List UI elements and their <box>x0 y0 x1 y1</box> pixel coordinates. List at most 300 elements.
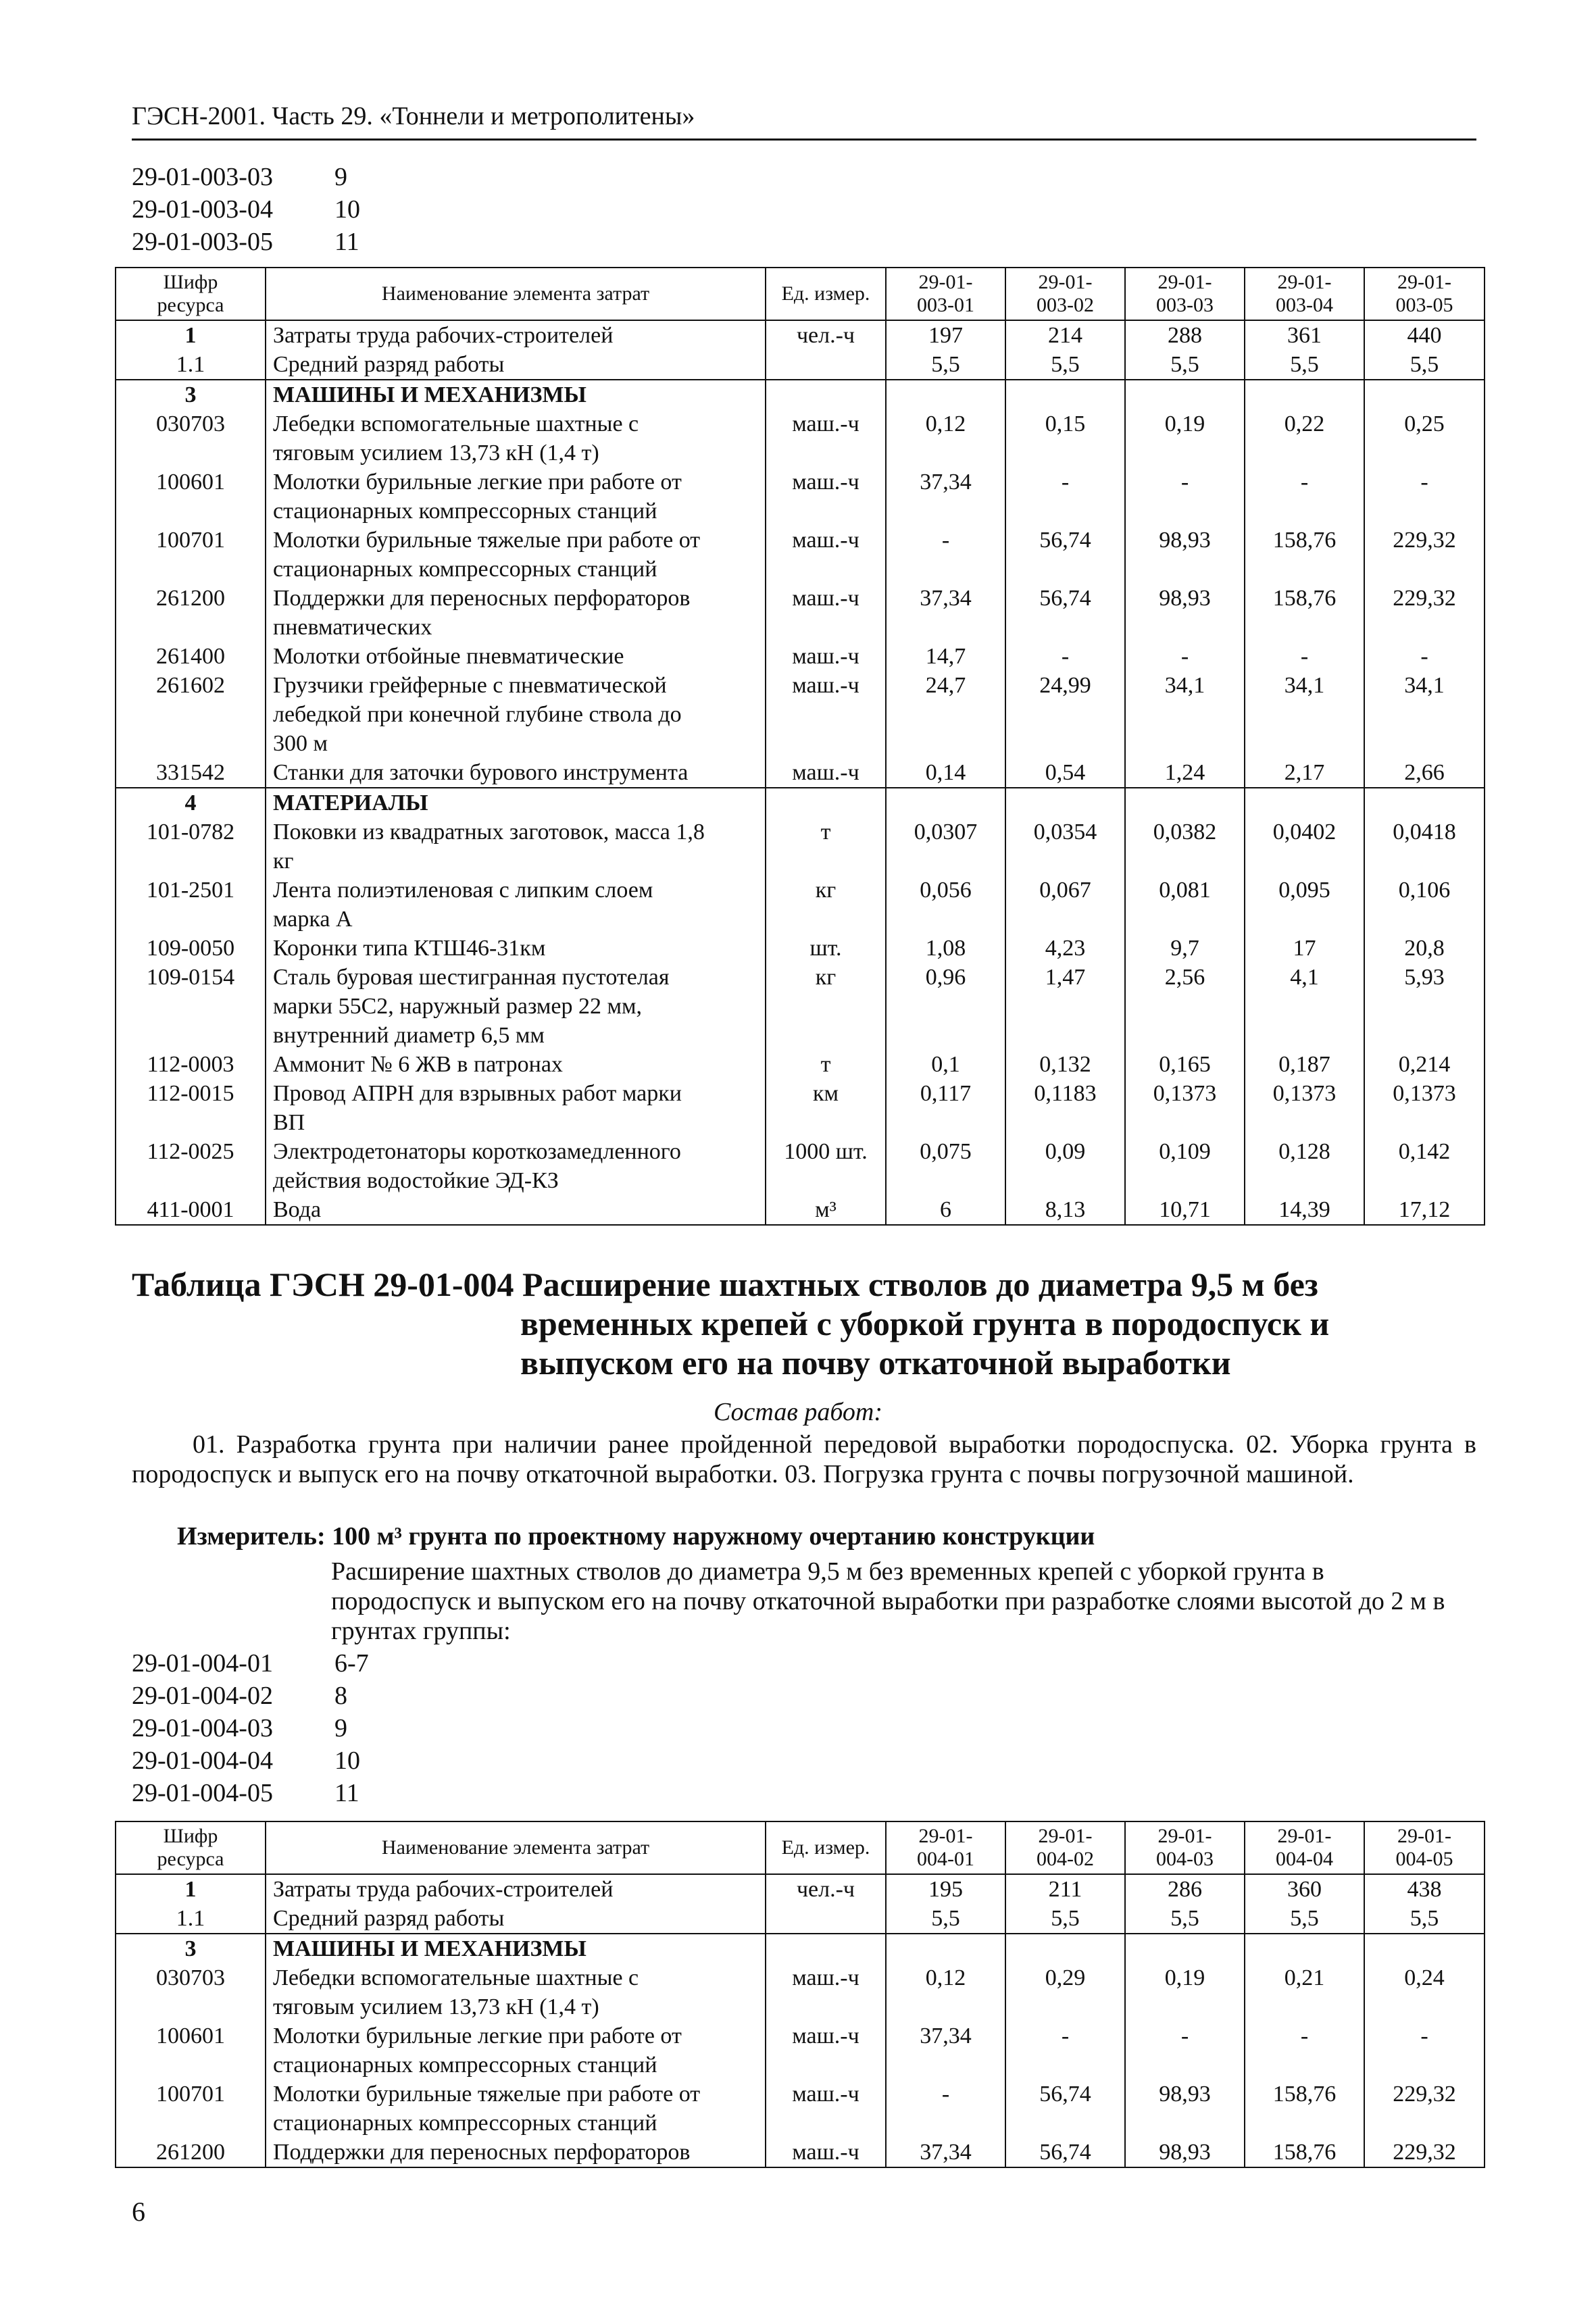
header-col-line-2: 004-05 <box>1395 1848 1453 1870</box>
resource-name-line-2: тяговым усилием 13,73 кН (1,4 т) <box>273 441 599 466</box>
norm-value <box>1005 380 1125 409</box>
resource-unit: м³ <box>766 1195 886 1225</box>
resource-name <box>266 584 766 642</box>
resource-code: 261200 <box>116 584 266 642</box>
norm-value: 5,5 <box>886 350 1005 380</box>
norm-value: 2,66 <box>1364 758 1485 788</box>
header-col-line-1: 29-01- <box>918 271 973 293</box>
norm-value: 361 <box>1245 320 1364 350</box>
header-norm-col <box>1364 268 1485 320</box>
composition-label: Состав работ: <box>713 1398 883 1426</box>
code-row <box>132 161 360 193</box>
norm-value: 0,081 <box>1125 876 1245 934</box>
norm-value: 0,095 <box>1245 876 1364 934</box>
norm-value: - <box>1364 642 1485 671</box>
resource-name-line-1: Поддержки для переносных перфораторов <box>273 586 691 611</box>
composition-text: 01. Разработка грунта при наличии ранее пройденной передовой выработки породоспуска. 02. Уборка грунта в породоспуск и выпуск его на почву откаточной выработки. 03. Погрузка грунта с почвы погрузочной машиной. <box>132 1430 1476 1488</box>
norm-value: 0,15 <box>1005 409 1125 468</box>
norm-value: 34,1 <box>1364 671 1485 758</box>
header-norm-col <box>886 1821 1005 1874</box>
table-row <box>116 1934 1485 1963</box>
header-col-line-1: 29-01- <box>1277 1825 1332 1847</box>
resource-code: 261200 <box>116 2138 266 2167</box>
table-row <box>116 642 1485 671</box>
norm-value: 37,34 <box>886 584 1005 642</box>
table-row <box>116 1050 1485 1079</box>
resource-name <box>266 876 766 934</box>
norm-value: 10,71 <box>1125 1195 1245 1225</box>
table-title-line-3: выпуском его на почву откаточной выработки <box>520 1344 1231 1382</box>
resource-code: 3 <box>116 380 266 409</box>
norm-value: - <box>1364 2021 1485 2080</box>
resource-name-line-2: тяговым усилием 13,73 кН (1,4 т) <box>273 1994 599 2019</box>
resource-code: 1 <box>116 1874 266 1904</box>
resource-name <box>266 1963 766 2021</box>
norm-value: 229,32 <box>1364 584 1485 642</box>
norm-value: 0,132 <box>1005 1050 1125 1079</box>
resource-name <box>266 642 766 671</box>
resource-name <box>266 1050 766 1079</box>
resource-code: 4 <box>116 788 266 818</box>
resource-name <box>266 1874 766 1904</box>
table-title-line-1: Таблица ГЭСН 29-01-004 Расширение шахтных стволов до диаметра 9,5 м без <box>132 1265 1318 1303</box>
norm-code: 29-01-004-01 <box>132 1649 273 1678</box>
resource-unit: маш.-ч <box>766 2021 886 2080</box>
table-row <box>116 584 1485 642</box>
resource-name-line-2: кг <box>273 849 294 874</box>
norm-value: 5,5 <box>1125 350 1245 380</box>
resource-name-line-1: Молотки бурильные легкие при работе от <box>273 2023 682 2048</box>
header-code-line-1: Шифр <box>163 1825 218 1847</box>
norm-value: 0,117 <box>886 1079 1005 1137</box>
resource-name <box>266 1195 766 1225</box>
norm-value: 37,34 <box>886 468 1005 526</box>
resource-unit <box>766 1904 886 1934</box>
resource-name-line-3: 300 м <box>273 731 328 756</box>
resource-unit: маш.-ч <box>766 2080 886 2138</box>
resource-name-line-1: Лебедки вспомогательные шахтные с <box>273 411 639 436</box>
resource-name-line-2: пневматических <box>273 615 432 640</box>
norm-value: 4,1 <box>1245 963 1364 1050</box>
resource-name-line-2: марки 55С2, наружный размер 22 мм, <box>273 994 643 1019</box>
resource-code: 112-0015 <box>116 1079 266 1137</box>
norm-value: 158,76 <box>1245 2080 1364 2138</box>
header-col-line-2: 003-05 <box>1395 294 1453 316</box>
resource-code: 100701 <box>116 2080 266 2138</box>
resource-name-line-2: стационарных компрессорных станций <box>273 557 657 582</box>
header-norm-col <box>1245 1821 1364 1874</box>
norm-value: 9,7 <box>1125 934 1245 963</box>
norm-value: 0,96 <box>886 963 1005 1050</box>
resource-unit <box>766 380 886 409</box>
norm-value <box>1125 788 1245 818</box>
norm-value: 229,32 <box>1364 2138 1485 2167</box>
norm-value: 37,34 <box>886 2138 1005 2167</box>
norm-code: 29-01-004-05 <box>132 1779 273 1807</box>
norm-value: 211 <box>1005 1874 1125 1904</box>
norm-value: 0,12 <box>886 409 1005 468</box>
header-col-line-1: 29-01- <box>918 1825 973 1847</box>
table-row <box>116 963 1485 1050</box>
resource-code: 101-0782 <box>116 818 266 876</box>
resource-name <box>266 1137 766 1195</box>
norm-value: 440 <box>1364 320 1485 350</box>
norm-value: 158,76 <box>1245 2138 1364 2167</box>
norm-code: 29-01-004-02 <box>132 1682 273 1710</box>
norm-value: 5,5 <box>1245 350 1364 380</box>
norm-value: 214 <box>1005 320 1125 350</box>
norm-value: 288 <box>1125 320 1245 350</box>
norm-code: 29-01-004-04 <box>132 1746 273 1775</box>
table-header-row <box>116 1821 1485 1874</box>
norm-value: 4,23 <box>1005 934 1125 963</box>
norm-value: - <box>1005 642 1125 671</box>
resource-name <box>266 758 766 788</box>
code-list-top <box>132 161 360 258</box>
table-row <box>116 876 1485 934</box>
header-col-line-1: 29-01- <box>1157 271 1212 293</box>
header-col-line-1: 29-01- <box>1397 271 1451 293</box>
table-row <box>116 1079 1485 1137</box>
norm-value: 438 <box>1364 1874 1485 1904</box>
soil-group: 8 <box>334 1682 347 1710</box>
norm-value: 229,32 <box>1364 2080 1485 2138</box>
resource-code: 1.1 <box>116 1904 266 1934</box>
resource-name <box>266 934 766 963</box>
header-norm-col <box>1245 268 1364 320</box>
resource-unit: маш.-ч <box>766 671 886 758</box>
table-row <box>116 526 1485 584</box>
norm-value: 98,93 <box>1125 584 1245 642</box>
resource-name <box>266 320 766 350</box>
resource-table-2 <box>115 1821 1485 2168</box>
resource-name-line-1: Поковки из квадратных заготовок, масса 1,8 <box>273 820 705 845</box>
resource-unit: кг <box>766 876 886 934</box>
norm-value: 5,5 <box>1125 1904 1245 1934</box>
resource-code: 112-0003 <box>116 1050 266 1079</box>
norm-value: - <box>1125 468 1245 526</box>
header-unit: Ед. измер. <box>766 268 886 320</box>
norm-value <box>1364 380 1485 409</box>
table-header-row <box>116 268 1485 320</box>
norm-value: 1,47 <box>1005 963 1125 1050</box>
header-col-line-2: 003-03 <box>1156 294 1214 316</box>
resource-name-line-1: Молотки бурильные легкие при работе от <box>273 470 682 495</box>
norm-value: 0,25 <box>1364 409 1485 468</box>
norm-value: 0,22 <box>1245 409 1364 468</box>
table-row <box>116 409 1485 468</box>
resource-name <box>266 788 766 818</box>
resource-unit: км <box>766 1079 886 1137</box>
norm-value: 0,128 <box>1245 1137 1364 1195</box>
header-col-line-2: 004-04 <box>1276 1848 1333 1870</box>
table-row <box>116 320 1485 350</box>
norm-code: 29-01-003-03 <box>132 163 273 191</box>
norm-value <box>886 380 1005 409</box>
resource-unit: 1000 шт. <box>766 1137 886 1195</box>
soil-group: 9 <box>334 1714 347 1742</box>
table-row <box>116 1963 1485 2021</box>
norm-value: 56,74 <box>1005 2080 1125 2138</box>
header-code-line-1: Шифр <box>163 271 218 293</box>
table-row <box>116 1904 1485 1934</box>
resource-name-line-1: Средний разряд работы <box>273 352 505 377</box>
resource-name-line-3: внутренний диаметр 6,5 мм <box>273 1023 545 1048</box>
resource-name-line-1: МАШИНЫ И МЕХАНИЗМЫ <box>273 1936 587 1961</box>
table-row <box>116 2021 1485 2080</box>
resource-unit: кг <box>766 963 886 1050</box>
norm-value: - <box>1245 642 1364 671</box>
norm-value: 24,99 <box>1005 671 1125 758</box>
norm-value: 24,7 <box>886 671 1005 758</box>
resource-name-line-1: Вода <box>273 1197 322 1222</box>
header-norm-col <box>1005 268 1125 320</box>
norm-value: 360 <box>1245 1874 1364 1904</box>
resource-name-line-2: стационарных компрессорных станций <box>273 2053 657 2078</box>
code-row <box>132 1712 369 1744</box>
norm-value: 20,8 <box>1364 934 1485 963</box>
header-norm-col <box>886 268 1005 320</box>
code-row <box>132 1647 369 1680</box>
soil-group: 10 <box>334 1746 360 1775</box>
norm-value: 34,1 <box>1245 671 1364 758</box>
resource-code: 100601 <box>116 2021 266 2080</box>
norm-value: - <box>1125 2021 1245 2080</box>
resource-name-line-1: Поддержки для переносных перфораторов <box>273 2140 691 2165</box>
resource-name <box>266 1934 766 1963</box>
norm-value <box>886 788 1005 818</box>
norm-value: 5,93 <box>1364 963 1485 1050</box>
norm-value: - <box>1364 468 1485 526</box>
resource-code: 112-0025 <box>116 1137 266 1195</box>
norm-value: 195 <box>886 1874 1005 1904</box>
header-norm-col <box>1364 1821 1485 1874</box>
norm-value: 0,0354 <box>1005 818 1125 876</box>
norm-value <box>1245 788 1364 818</box>
resource-name-line-1: Провод АПРН для взрывных работ марки <box>273 1081 682 1106</box>
resource-unit: маш.-ч <box>766 758 886 788</box>
norm-value: 0,19 <box>1125 409 1245 468</box>
header-unit: Ед. измер. <box>766 1821 886 1874</box>
resource-unit: маш.-ч <box>766 468 886 526</box>
table-title-line-2: временных крепей с уборкой грунта в породоспуск и <box>520 1305 1330 1342</box>
code-row <box>132 193 360 226</box>
resource-name-line-2: ВП <box>273 1110 305 1135</box>
resource-unit: чел.-ч <box>766 1874 886 1904</box>
resource-name-line-1: Затраты труда рабочих-строителей <box>273 323 614 348</box>
code-list-bottom <box>132 1647 369 1809</box>
resource-name-line-1: Средний разряд работы <box>273 1906 505 1931</box>
resource-name <box>266 963 766 1050</box>
header-name: Наименование элемента затрат <box>266 268 766 320</box>
norm-value: 0,24 <box>1364 1963 1485 2021</box>
header-col-line-2: 003-01 <box>917 294 974 316</box>
table-row <box>116 2080 1485 2138</box>
resource-name <box>266 2080 766 2138</box>
resource-unit: т <box>766 1050 886 1079</box>
table-description: Расширение шахтных стволов до диаметра 9,5 м без временных крепей с уборкой грунта в породоспуск и выпуском его на почву откаточной выработки при разработке слоями высотой до 2 м в грунтах группы: <box>331 1557 1445 1645</box>
norm-value: 0,165 <box>1125 1050 1245 1079</box>
header-col-line-1: 29-01- <box>1277 271 1332 293</box>
norm-value: 37,34 <box>886 2021 1005 2080</box>
norm-value: 14,7 <box>886 642 1005 671</box>
norm-value: 0,142 <box>1364 1137 1485 1195</box>
resource-name-line-1: Станки для заточки бурового инструмента <box>273 760 689 785</box>
norm-value: 98,93 <box>1125 526 1245 584</box>
norm-value: 0,067 <box>1005 876 1125 934</box>
table-title <box>132 1265 1476 1382</box>
table-row <box>116 350 1485 380</box>
norm-value <box>1364 1934 1485 1963</box>
resource-code: 3 <box>116 1934 266 1963</box>
header-col-line-1: 29-01- <box>1038 1825 1093 1847</box>
resource-name-line-1: Молотки бурильные тяжелые при работе от <box>273 2082 701 2107</box>
header-norm-col <box>1125 268 1245 320</box>
norm-value: 1,24 <box>1125 758 1245 788</box>
resource-code: 030703 <box>116 409 266 468</box>
norm-value: 17 <box>1245 934 1364 963</box>
resource-unit: чел.-ч <box>766 320 886 350</box>
norm-code: 29-01-004-03 <box>132 1714 273 1742</box>
resource-name-line-1: Лебедки вспомогательные шахтные с <box>273 1965 639 1990</box>
soil-group: 6-7 <box>334 1649 369 1678</box>
norm-value: - <box>1005 468 1125 526</box>
resource-unit: маш.-ч <box>766 584 886 642</box>
resource-name <box>266 468 766 526</box>
norm-value: 158,76 <box>1245 584 1364 642</box>
norm-value: 17,12 <box>1364 1195 1485 1225</box>
table-row <box>116 1137 1485 1195</box>
resource-name-line-1: Молотки отбойные пневматические <box>273 644 624 669</box>
norm-value: 158,76 <box>1245 526 1364 584</box>
resource-code: 109-0154 <box>116 963 266 1050</box>
resource-unit: маш.-ч <box>766 526 886 584</box>
page-number: 6 <box>132 2196 145 2227</box>
norm-value: 0,54 <box>1005 758 1125 788</box>
norm-value: 5,5 <box>1364 1904 1485 1934</box>
norm-value: 0,056 <box>886 876 1005 934</box>
resource-name-line-2: стационарных компрессорных станций <box>273 2111 657 2136</box>
resource-name <box>266 1079 766 1137</box>
norm-value: 0,14 <box>886 758 1005 788</box>
norm-value: 0,1183 <box>1005 1079 1125 1137</box>
header-col-line-2: 003-04 <box>1276 294 1333 316</box>
header-col-line-1: 29-01- <box>1397 1825 1451 1847</box>
header-code <box>116 268 266 320</box>
resource-name-line-1: Аммонит № 6 ЖВ в патронах <box>273 1052 563 1077</box>
norm-value <box>886 1934 1005 1963</box>
norm-value: 56,74 <box>1005 2138 1125 2167</box>
table-row <box>116 671 1485 758</box>
code-row <box>132 1680 369 1712</box>
norm-code: 29-01-003-05 <box>132 228 273 256</box>
meter-line: Измеритель: 100 м³ грунта по проектному наружному очертанию конструкции <box>177 1522 1095 1551</box>
resource-code: 411-0001 <box>116 1195 266 1225</box>
resource-unit: т <box>766 818 886 876</box>
resource-code: 1.1 <box>116 350 266 380</box>
table-row <box>116 2138 1485 2167</box>
norm-value: 0,109 <box>1125 1137 1245 1195</box>
header-code-line-2: ресурса <box>157 1848 224 1870</box>
resource-table-1 <box>115 267 1485 1226</box>
table-row <box>116 380 1485 409</box>
resource-name-line-1: Грузчики грейферные с пневматической <box>273 673 667 698</box>
table-row <box>116 1874 1485 1904</box>
norm-value: 0,1373 <box>1245 1079 1364 1137</box>
norm-value: 5,5 <box>1245 1904 1364 1934</box>
resource-name-line-1: Молотки бурильные тяжелые при работе от <box>273 528 701 553</box>
norm-value: - <box>1005 2021 1125 2080</box>
norm-value: 56,74 <box>1005 526 1125 584</box>
resource-name-line-1: Затраты труда рабочих-строителей <box>273 1877 614 1902</box>
norm-value: 0,19 <box>1125 1963 1245 2021</box>
header-col-line-2: 004-01 <box>917 1848 974 1870</box>
resource-unit: маш.-ч <box>766 1963 886 2021</box>
resource-unit: маш.-ч <box>766 642 886 671</box>
norm-value <box>1005 1934 1125 1963</box>
norm-value: 6 <box>886 1195 1005 1225</box>
soil-group: 9 <box>334 163 347 191</box>
resource-code: 261602 <box>116 671 266 758</box>
norm-value: 0,29 <box>1005 1963 1125 2021</box>
norm-value: 0,12 <box>886 1963 1005 2021</box>
norm-value: 2,56 <box>1125 963 1245 1050</box>
resource-name-line-2: лебедкой при конечной глубине ствола до <box>273 702 682 727</box>
resource-name <box>266 380 766 409</box>
code-row <box>132 1777 369 1809</box>
resource-unit: шт. <box>766 934 886 963</box>
resource-unit: маш.-ч <box>766 409 886 468</box>
resource-name-line-1: МАШИНЫ И МЕХАНИЗМЫ <box>273 382 587 407</box>
table-row <box>116 934 1485 963</box>
norm-value: - <box>1245 468 1364 526</box>
resource-code: 331542 <box>116 758 266 788</box>
norm-value: 0,0307 <box>886 818 1005 876</box>
norm-value <box>1125 1934 1245 1963</box>
resource-code: 261400 <box>116 642 266 671</box>
resource-name <box>266 818 766 876</box>
norm-value <box>1125 380 1245 409</box>
norm-value: 5,5 <box>1005 1904 1125 1934</box>
norm-value: 0,075 <box>886 1137 1005 1195</box>
resource-name <box>266 526 766 584</box>
table-row <box>116 1195 1485 1225</box>
norm-value: - <box>1125 642 1245 671</box>
norm-value: 98,93 <box>1125 2080 1245 2138</box>
norm-value: 0,0382 <box>1125 818 1245 876</box>
norm-value: 5,5 <box>886 1904 1005 1934</box>
resource-name <box>266 409 766 468</box>
running-header: ГЭСН-2001. Часть 29. «Тоннели и метрополитены» <box>132 102 695 130</box>
soil-group: 11 <box>334 1779 359 1807</box>
norm-value: 229,32 <box>1364 526 1485 584</box>
resource-name-line-1: Электродетонаторы короткозамедленного <box>273 1139 681 1164</box>
norm-value <box>1005 788 1125 818</box>
header-code <box>116 1821 266 1874</box>
resource-name-line-1: Лента полиэтиленовая с липким слоем <box>273 878 653 903</box>
code-row <box>132 226 360 258</box>
norm-value: 0,187 <box>1245 1050 1364 1079</box>
norm-value: 286 <box>1125 1874 1245 1904</box>
resource-name-line-2: стационарных компрессорных станций <box>273 499 657 524</box>
resource-name <box>266 2138 766 2167</box>
header-norm-col <box>1005 1821 1125 1874</box>
header-col-line-1: 29-01- <box>1157 1825 1212 1847</box>
resource-name-line-2: марка А <box>273 907 353 932</box>
header-rule <box>132 139 1476 141</box>
norm-value: 0,09 <box>1005 1137 1125 1195</box>
code-row <box>132 1744 369 1777</box>
